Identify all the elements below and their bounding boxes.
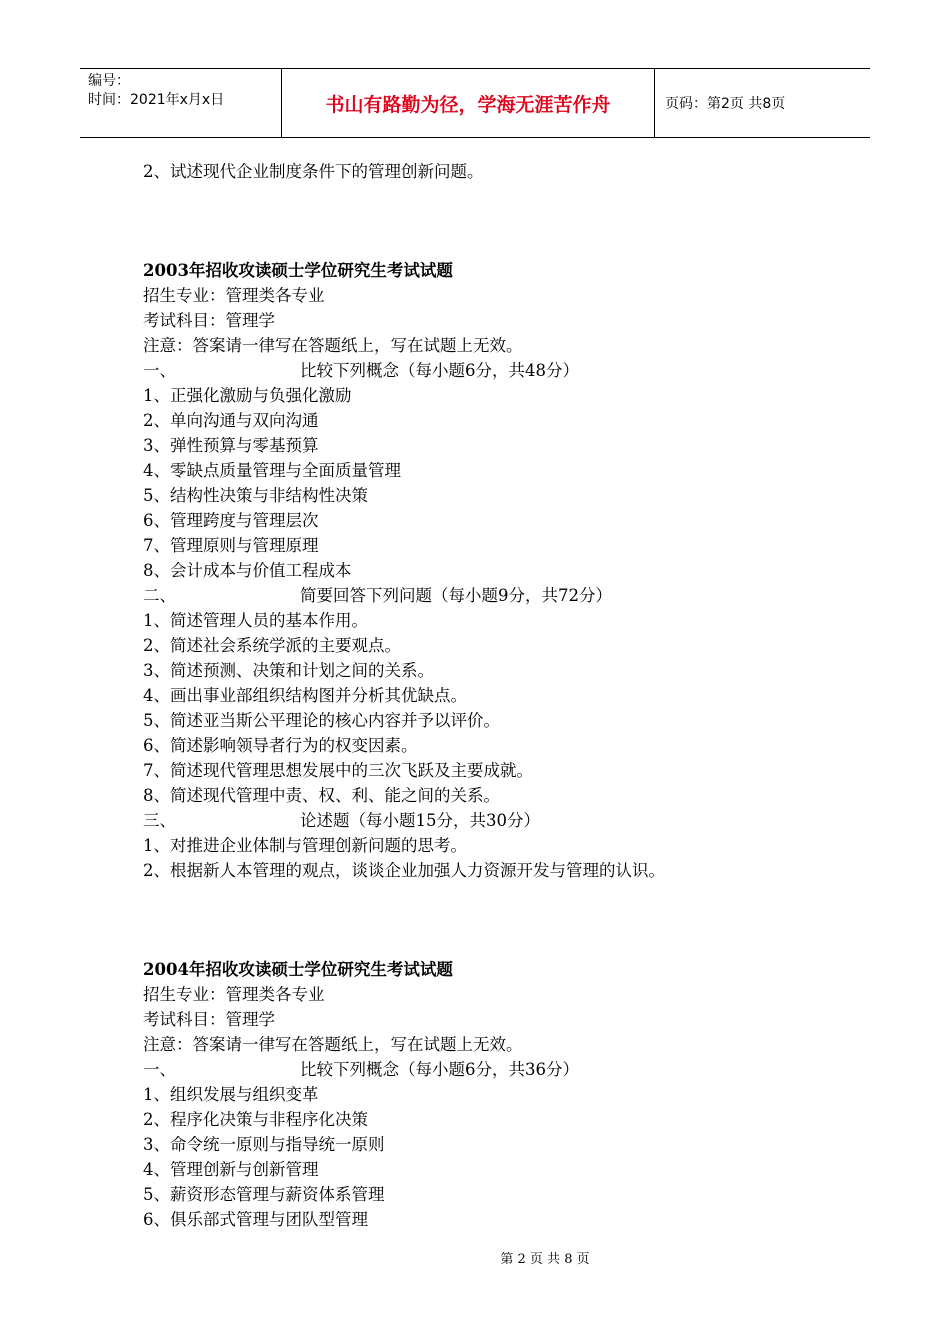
list-item: 3、弹性预算与零基预算 xyxy=(143,436,319,455)
list-item: 5、结构性决策与非结构性决策 xyxy=(143,486,368,505)
list-item: 2、单向沟通与双向沟通 xyxy=(143,411,319,430)
list-item: 4、管理创新与创新管理 xyxy=(143,1160,319,1179)
section-heading-2003-3: 三、 论述题（每小题15分，共30分） xyxy=(143,811,540,830)
list-item: 6、简述影响领导者行为的权变因素。 xyxy=(143,736,418,755)
list-item: 7、管理原则与管理原理 xyxy=(143,536,319,555)
doc-date: 时间：2021年x月x日 xyxy=(88,92,225,108)
list-item: 2、根据新人本管理的观点，谈谈企业加强人力资源开发与管理的认识。 xyxy=(143,861,665,880)
doc-id-label: 编号： xyxy=(88,73,130,89)
section-heading-2003-2: 二、 简要回答下列问题（每小题9分，共72分） xyxy=(143,586,612,605)
note-2004: 注意：答案请一律写在答题纸上，写在试题上无效。 xyxy=(143,1035,523,1054)
list-item: 8、简述现代管理中责、权、利、能之间的关系。 xyxy=(143,786,500,805)
list-item: 4、零缺点质量管理与全面质量管理 xyxy=(143,461,401,480)
page-footer: 第 2 页 共 8 页 xyxy=(500,1252,590,1267)
exam-title-2003: 2003年招收攻读硕士学位研究生考试试题 xyxy=(143,261,453,280)
list-item: 5、薪资形态管理与薪资体系管理 xyxy=(143,1185,385,1204)
list-item: 6、管理跨度与管理层次 xyxy=(143,511,319,530)
subject-2004: 考试科目：管理学 xyxy=(143,1010,275,1029)
list-item: 1、组织发展与组织变革 xyxy=(143,1085,319,1104)
header-slogan: 书山有路勤为径，学海无涯苦作舟 xyxy=(282,69,655,137)
exam-title-2004: 2004年招收攻读硕士学位研究生考试试题 xyxy=(143,960,453,979)
header-meta xyxy=(80,69,282,137)
list-item: 7、简述现代管理思想发展中的三次飞跃及主要成就。 xyxy=(143,761,533,780)
list-item: 8、会计成本与价值工程成本 xyxy=(143,561,352,580)
note-2003: 注意：答案请一律写在答题纸上，写在试题上无效。 xyxy=(143,336,523,355)
list-item: 6、俱乐部式管理与团队型管理 xyxy=(143,1210,368,1229)
header-page-info: 页码：第2页 共8页 xyxy=(665,96,786,112)
list-item: 1、简述管理人员的基本作用。 xyxy=(143,611,368,630)
major-2004: 招生专业：管理类各专业 xyxy=(143,985,325,1004)
major-2003: 招生专业：管理类各专业 xyxy=(143,286,325,305)
list-item: 3、命令统一原则与指导统一原则 xyxy=(143,1135,385,1154)
section-heading-2004-1: 一、 比较下列概念（每小题6分，共36分） xyxy=(143,1060,579,1079)
list-item: 3、简述预测、决策和计划之间的关系。 xyxy=(143,661,434,680)
list-item: 4、画出事业部组织结构图并分析其优缺点。 xyxy=(143,686,467,705)
page-header xyxy=(80,68,870,138)
list-item: 1、正强化激励与负强化激励 xyxy=(143,386,352,405)
list-item: 5、简述亚当斯公平理论的核心内容并予以评价。 xyxy=(143,711,500,730)
list-item: 2、程序化决策与非程序化决策 xyxy=(143,1110,368,1129)
section-heading-2003-1: 一、 比较下列概念（每小题6分，共48分） xyxy=(143,361,579,380)
prev-question-item: 2、试述现代企业制度条件下的管理创新问题。 xyxy=(143,162,484,181)
list-item: 2、简述社会系统学派的主要观点。 xyxy=(143,636,401,655)
subject-2003: 考试科目：管理学 xyxy=(143,311,275,330)
list-item: 1、对推进企业体制与管理创新问题的思考。 xyxy=(143,836,467,855)
